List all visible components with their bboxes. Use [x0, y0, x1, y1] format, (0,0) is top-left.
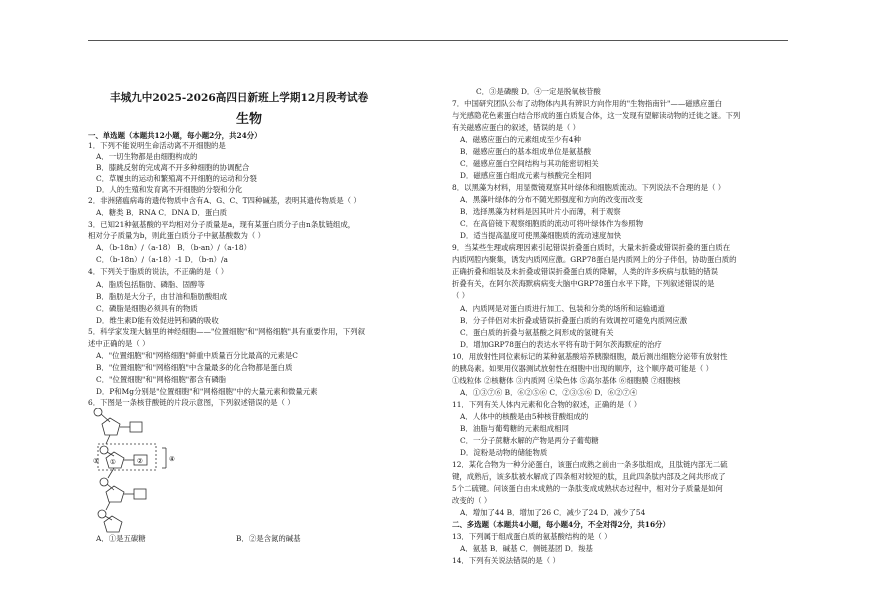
text-line: 2．非洲猪瘟病毒的遗传物质中含有A、G、C、T四种碱基，表明其遗传物质是（ ）: [88, 196, 361, 205]
text-line: C．磷脂是细胞必须具有的物质: [96, 304, 198, 313]
base-rect: [134, 489, 146, 499]
text-line: 13．下列属于组成蛋白质的氨基酸结构的是（ ）: [452, 532, 612, 541]
q6-option-b: B．②是含氮的碱基: [236, 534, 301, 543]
text-line: A．"位置细胞"和"网格细胞"鲜重中质量百分比最高的元素是C: [96, 351, 298, 360]
text-line: 3．已知21种氨基酸的平均相对分子质量是a，现有某蛋白质分子由n条肽链组成，: [88, 220, 356, 229]
text-line: 有关磁感应蛋白的叙述，错误的是（ ）: [452, 123, 580, 132]
text-line: 12．某化合物为一种分泌蛋白，该蛋白成熟之前由一条多肽组成，且肽链内部无二硫: [452, 460, 728, 469]
text-line: 7．中国研究团队公布了动物体内具有辨识方向作用的"生物指南针"——磁感应蛋白: [452, 99, 723, 108]
text-line: A．磁感应蛋白的元素组成至少有4种: [460, 135, 581, 144]
text-line: B．分子伴侣对未折叠或错误折叠蛋白质的有效调控可避免内质网应激: [460, 316, 688, 325]
text-line: 8．以黑藻为材料，用显微镜观察其叶绿体和细胞质流动。下列说法不合理的是（ ）: [452, 183, 726, 192]
text-line: B．脂肪是大分子，由甘油和脂肪酸组成: [96, 292, 228, 301]
text-line: 5．科学家发现大脑里的神经细胞——"位置细胞"和"网格细胞"具有重要作用，下列叙: [88, 327, 365, 336]
text-line: A．增加了44 B．增加了26 C．减少了24 D．减少了54: [460, 508, 646, 517]
text-line: D．淀粉是动物的储能物质: [460, 448, 548, 457]
text-line: D．适当提高温度可使黑藻细胞质的流动速度加快: [460, 231, 622, 240]
text-line: 与光感隐花色素蛋白结合形成的蛋白质复合体，这一发现有望解读动物的迁徙之谜。下列: [452, 111, 741, 120]
phosphate-circle: [94, 408, 102, 416]
text-line: B．磁感应蛋白的基本组成单位是氨基酸: [460, 147, 592, 156]
text-line: A．（b-18n）/（a-18） B．（b-an）/（a-18）: [96, 243, 252, 252]
exam-title: 丰城九中2025-2026高四日新班上学期12月段考试卷: [110, 92, 369, 104]
text-line: 键，成熟后，该多肽被水解成了四条相对较短的肽，且此四条肽内部及之间共形成了: [452, 472, 726, 481]
pentose-sugar: [104, 516, 122, 532]
text-line: A．黑藻叶绿体的分布不随光照强度和方向的改变而改变: [460, 195, 643, 204]
text-line: C．（b-18n）/（a-18）-1 D．（b-n）/a: [96, 255, 228, 264]
text-line: C．草履虫的运动和繁殖离不开细胞的运动和分裂: [96, 174, 257, 183]
text-line: 折叠有关，在阿尔茨海默病病变大脑中GRP78蛋白水平下降，下列叙述错误的是: [452, 279, 715, 288]
text-line: 一、单选题（本题共12小题，每小题2分，共24分）: [88, 131, 262, 140]
text-line: C．③是磷酸 D．④一定是脱氧核苷酸: [476, 87, 601, 96]
text-line: 10．用放射性同位素标记的某种氨基酸培养胰腺细胞，最后测出细胞分泌带有放射性: [452, 352, 728, 361]
text-line: A．糖类 B．RNA C．DNA D．蛋白质: [96, 208, 228, 217]
text-line: D．人的生殖和发育离不开细胞的分裂和分化: [96, 185, 243, 194]
phosphate-circle: [100, 446, 108, 454]
label-three: ③: [93, 457, 99, 465]
subject-title: 生物: [236, 112, 263, 127]
text-line: 正确折叠和组装及未折叠或错误折叠蛋白质的降解，人类的许多疾病与肽链的错误: [452, 267, 719, 276]
text-line: A．氨基 B．碱基 C．侧链基团 D．羧基: [460, 544, 593, 553]
text-line: A．内质网是对蛋白质进行加工、包装和分类的场所和运输通道: [460, 304, 665, 313]
label-one: ①: [110, 458, 116, 466]
text-line: 5个二硫键。问该蛋白由未成熟的一条肽变成成熟状态过程中，相对分子质量是如何: [452, 484, 723, 493]
text-line: 4．下列关于脂质的说法，不正确的是（ ）: [88, 267, 229, 276]
text-line: 相对分子质量为b，则此蛋白质分子中氨基酸数为（ ）: [88, 231, 266, 240]
text-line: C．一分子蔗糖水解的产物是两分子葡萄糖: [460, 436, 599, 445]
text-line: 9．当某些生理或病理因素引起错误折叠蛋白质时，大量未折叠或错误折叠的蛋白质在: [452, 243, 731, 252]
text-line: A．脂质包括脂肪、磷脂、固醇等: [96, 280, 205, 289]
text-line: 改变的（ ）: [452, 496, 492, 505]
text-line: C．磁感应蛋白空间结构与其功能密切相关: [460, 159, 599, 168]
header-rule: [88, 40, 788, 41]
text-line: 内质网腔内聚集，诱发内质网应激。GRP78蛋白是内质网上的分子伴侣，协助蛋白质的: [452, 255, 737, 264]
text-line: D．增加GRP78蛋白的表达水平将有助于阿尔茨海默症的治疗: [460, 340, 662, 349]
text-line: A．①③⑦⑥ B．⑥②⑤⑥ C．②③⑤⑥ D．⑥②⑦④: [460, 388, 638, 397]
text-line: 的胰岛素。如果用仪器测试放射性在细胞中出现的顺序，这个顺序最可能是（ ）: [452, 364, 714, 373]
pentose-sugar: [106, 486, 124, 502]
text-line: C．蛋白质的折叠与氨基酸之间形成的氢键有关: [460, 328, 614, 337]
q6-option-a: A．①是五碳糖: [96, 534, 146, 543]
text-line: C．在高倍镜下观察细胞质的流动可将叶绿体作为参照物: [460, 219, 644, 228]
text-line: D．P和Mg分别是"位置细胞"和"网格细胞"中的大量元素和微量元素: [96, 387, 318, 396]
text-line: A．人体中的核酸是由5种核苷酸组成的: [460, 412, 589, 421]
text-line: 述中正确的是（ ）: [88, 339, 150, 348]
phosphate-circle: [100, 478, 108, 486]
pentose-sugar: [102, 418, 120, 435]
nucleotide-chain-figure: [88, 408, 198, 533]
text-line: B．油脂与葡萄糖的元素组成相同: [460, 424, 569, 433]
label-four: ④: [169, 455, 175, 463]
text-line: D．磁感应蛋白组成元素与核酸完全相同: [460, 171, 592, 180]
text-line: B．"位置细胞"和"网格细胞"中含量最多的化合物都是蛋白质: [96, 363, 293, 372]
base-rect: [130, 422, 142, 432]
text-line: A．一切生物都是由细胞构成的: [96, 152, 198, 161]
text-line: C．"位置细胞"和"网格细胞"都含有磷脂: [96, 375, 227, 384]
text-line: B．膝跳反射的完成离不开多种细胞的协调配合: [96, 163, 250, 172]
text-line: D．维生素D能有效促进钙和磷的吸收: [96, 316, 219, 325]
text-line: 1．下列不能说明生命活动离不开细胞的是: [88, 141, 226, 150]
text-line: 14．下列有关说法错误的是（ ）: [452, 556, 560, 565]
label-two: ②: [137, 457, 143, 465]
text-line: B．选择黑藻为材料是因其叶片小而薄，利于观察: [460, 207, 621, 216]
text-line: （ ）: [452, 291, 470, 300]
phosphate-circle: [98, 510, 106, 518]
text-line: 二、多选题（本题共4小题，每小题4分，不全对得2分，共16分）: [452, 520, 670, 529]
text-line: ①线粒体 ②核糖体 ③内质网 ④染色体 ⑤高尔基体 ⑥细胞膜 ⑦细胞核: [452, 376, 681, 385]
text-line: 11．下列有关人体内元素和化合物的叙述，正确的是（ ）: [452, 400, 642, 409]
text-line: 6．下图是一条核苷酸链的片段示意图，下列叙述错误的是（ ）: [88, 398, 295, 407]
